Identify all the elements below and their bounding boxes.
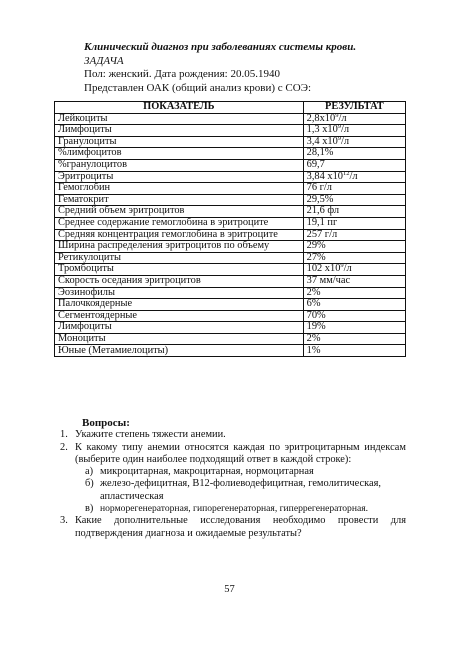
page-number: 57 <box>224 584 235 595</box>
result-value: 27% <box>306 251 326 263</box>
table-row <box>55 206 406 218</box>
result-unit: /л <box>338 112 347 124</box>
table-row <box>55 171 406 183</box>
indicator-cell: Палочкоядерные <box>55 299 304 311</box>
question-number: 3. <box>60 515 68 527</box>
result-value: 37 мм/час <box>306 274 351 286</box>
indicator-cell: Ретикулоциты <box>55 252 304 264</box>
question-item <box>60 429 406 441</box>
column-header-indicator: ПОКАЗАТЕЛЬ <box>55 102 304 114</box>
table-row <box>55 159 406 171</box>
indicator-cell: Сегментоядерные <box>55 310 304 322</box>
result-value: 257 г/л <box>306 228 338 240</box>
answer-option <box>85 466 406 478</box>
indicator-cell: Среднее содержание гемоглобина в эритроците <box>55 217 304 229</box>
indicator-cell: Ширина распределения эритроцитов по объему <box>55 241 304 253</box>
result-cell <box>303 229 405 241</box>
indicator-cell: %лимфоцитов <box>55 148 304 160</box>
page-title: Клинический диагноз при заболеваниях системы крови. <box>84 41 357 53</box>
table-row <box>55 136 406 148</box>
indicator-cell: Гранулоциты <box>55 136 304 148</box>
result-cell <box>303 206 405 218</box>
patient-info: Пол: женский. Дата рождения: 20.05.1940 <box>84 68 280 80</box>
result-value: 76 г/л <box>306 182 332 194</box>
question-text: Укажите степень тяжести анемии. <box>75 429 226 441</box>
questions-section <box>54 417 406 540</box>
answer-option <box>85 503 406 515</box>
table-row <box>55 241 406 253</box>
table-row <box>55 287 406 299</box>
result-cell <box>303 299 405 311</box>
result-cell <box>303 264 405 276</box>
column-header-result: РЕЗУЛЬТАТ <box>303 102 405 114</box>
option-letter: а) <box>85 466 94 478</box>
question-item <box>60 515 406 540</box>
indicator-cell: Скорость оседания эритроцитов <box>55 275 304 287</box>
result-exponent: 12 <box>343 169 350 177</box>
result-cell <box>303 183 405 195</box>
table-row <box>55 333 406 345</box>
table-body <box>55 113 406 356</box>
questions-heading: Вопросы: <box>82 417 130 429</box>
result-value: 69,7 <box>306 159 325 171</box>
question-number: 2. <box>60 441 68 453</box>
indicator-cell: Тромбоциты <box>55 264 304 276</box>
option-text: железо-дефицитная, В12-фолиеводефицитная, гемолитическая, апластическая <box>100 478 381 502</box>
result-value: 6% <box>306 298 321 310</box>
option-letter: в) <box>85 503 94 515</box>
table-row <box>55 252 406 264</box>
table-row <box>55 299 406 311</box>
indicator-cell: Лимфоциты <box>55 322 304 334</box>
result-value: 1,3 х10 <box>306 124 338 136</box>
result-exponent: 9 <box>337 134 342 142</box>
table-row <box>55 322 406 334</box>
result-value: 19% <box>306 321 326 333</box>
table-header-row <box>55 102 406 114</box>
indicator-cell: %гранулоцитов <box>55 159 304 171</box>
intro-text: Представлен ОАК (общий анализ крови) с СОЭ: <box>84 81 312 94</box>
table-row <box>55 217 406 229</box>
indicator-cell: Юные (Метамиелоциты) <box>55 345 304 357</box>
result-unit: /л <box>349 170 358 182</box>
result-value: 29,5% <box>306 193 334 205</box>
table-row <box>55 275 406 287</box>
question-text: Какие дополнительные исследования необходимо провести для подтверждения диагноза и ожидаемые результаты? <box>75 515 406 539</box>
option-letter: б) <box>85 478 94 490</box>
result-cell <box>303 275 405 287</box>
indicator-cell: Лимфоциты <box>55 125 304 137</box>
result-cell <box>303 194 405 206</box>
result-value: 2,8х10 <box>306 112 336 124</box>
question-text: К какому типу анемии относятся каждая по эритроцитарным индексам (выберите один наиболее подходящий ответ в каждой строке): <box>75 441 406 465</box>
result-value: 2% <box>306 286 321 298</box>
result-cell <box>303 322 405 334</box>
task-label: ЗАДАЧА <box>84 54 124 67</box>
result-value: 1% <box>306 344 321 356</box>
result-exponent: 9 <box>337 123 342 131</box>
result-value: 70% <box>306 309 326 321</box>
indicator-cell: Средняя концентрация гемоглобина в эритроците <box>55 229 304 241</box>
result-value: 3,84 х10 <box>306 170 343 182</box>
table-row <box>55 125 406 137</box>
result-cell <box>303 136 405 148</box>
option-text: микроцитарная, макроцитарная, нормоцитарная <box>100 466 314 478</box>
table-row <box>55 310 406 322</box>
result-value: 21,6 фл <box>306 205 340 217</box>
indicator-cell: Эозинофилы <box>55 287 304 299</box>
result-value: 29% <box>306 240 326 252</box>
result-unit: /л <box>341 124 350 136</box>
result-cell <box>303 159 405 171</box>
result-value: 102 х10 <box>306 263 341 275</box>
indicator-cell: Гемоглобин <box>55 183 304 195</box>
result-value: 2% <box>306 332 321 344</box>
table-row <box>55 229 406 241</box>
result-cell <box>303 241 405 253</box>
table-row <box>55 148 406 160</box>
result-cell <box>303 217 405 229</box>
table-row <box>55 194 406 206</box>
result-unit: /л <box>341 135 350 147</box>
indicator-cell: Моноциты <box>55 333 304 345</box>
result-cell <box>303 171 405 183</box>
result-cell <box>303 113 405 125</box>
table-row <box>55 183 406 195</box>
result-cell <box>303 345 405 357</box>
indicator-cell: Лейкоциты <box>55 113 304 125</box>
blood-test-table <box>54 101 406 357</box>
answer-option <box>85 478 406 503</box>
result-value: 3,4 х10 <box>306 135 338 147</box>
table-row <box>55 264 406 276</box>
option-text: норморегенераторная, гипорегенераторная, гиперрегенераторная. <box>100 503 369 515</box>
table-row <box>55 113 406 125</box>
result-cell <box>303 310 405 322</box>
result-cell <box>303 148 405 160</box>
result-cell <box>303 287 405 299</box>
result-cell <box>303 333 405 345</box>
result-value: 28,1% <box>306 147 334 159</box>
table-row <box>55 345 406 357</box>
indicator-cell: Гематокрит <box>55 194 304 206</box>
result-value: 19,1 пг <box>306 216 338 228</box>
document-header <box>84 41 424 95</box>
indicator-cell: Средний объем эритроцитов <box>55 206 304 218</box>
question-item <box>60 442 406 467</box>
result-exponent: 9 <box>335 111 339 119</box>
indicator-cell: Эритроциты <box>55 171 304 183</box>
question-number: 1. <box>60 429 68 441</box>
result-cell <box>303 125 405 137</box>
result-exponent: 9 <box>340 262 344 270</box>
result-unit: /л <box>343 263 352 275</box>
